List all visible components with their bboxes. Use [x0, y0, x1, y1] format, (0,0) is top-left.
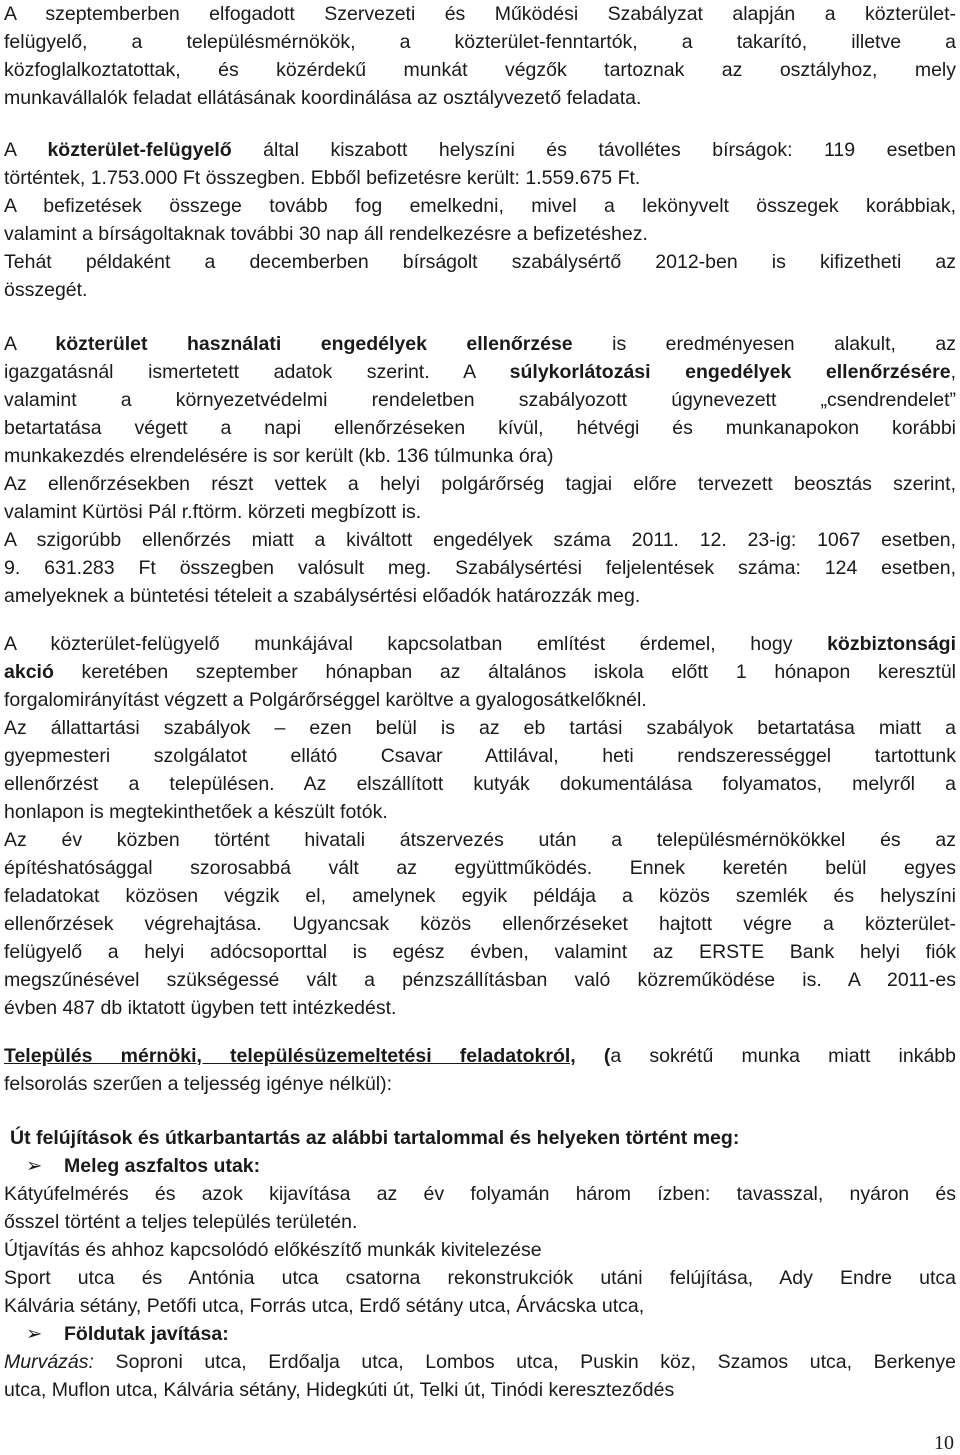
arrow-bullet-icon: ➢ [26, 1323, 43, 1345]
text-line: ősszel történt a teljes település területén. [4, 1211, 358, 1233]
section-title: Település mérnöki, településüzemeltetési feladatokról, [4, 1045, 576, 1067]
text-line: A közterület-felügyelő munkájával kapcsolatban említést érdemel, hogy közbiztonsági [4, 633, 956, 655]
text-line: utca, Muflon utca, Kálvária sétány, Hidegkúti út, Telki út, Tinódi kereszteződés [4, 1379, 675, 1401]
text-line: feladatokat közösen végzik el, amelynek egyik példája a közös szemlék és helyszíni [4, 885, 956, 907]
text-line: felsorolás szerűen a teljesség igénye nélkül): [4, 1073, 393, 1095]
text-line: A befizetések összege tovább fog emelkedni, mivel a lekönyvelt összegek korábbiak, [4, 195, 956, 217]
text-line: 9. 631.283 Ft összegben valósult meg. Szabálysértési feljelentések száma: 124 esetben, [4, 557, 956, 579]
bold-term: akció [4, 661, 54, 683]
text-line: Murvázás: Soproni utca, Erdőalja utca, Lombos utca, Puskin köz, Szamos utca, Berkenye [4, 1351, 956, 1373]
text-line: valamint a bírságoltaknak további 30 nap áll rendelkezésre a befizetéshez. [4, 223, 648, 245]
bold-term: közterület-felügyelő [47, 139, 232, 161]
text-line: megszűnésével szükségessé vált a pénzszállításban való közreműködése is. A 2011-es [4, 969, 956, 991]
text-line: felügyelő, a településmérnökök, a közterület-fenntartók, a takarító, illetve a [4, 31, 956, 53]
bullet-title: Meleg aszfaltos utak: [64, 1155, 261, 1177]
text-line: Kátyúfelmérés és azok kijavítása az év folyamán három ízben: tavasszal, nyáron és [4, 1183, 956, 1205]
text-line: akció keretében szeptember hónapban az általános iskola előtt 1 hónapon keresztül [4, 661, 956, 683]
subsection-heading: Út felújítások és útkarbantartás az alábbi tartalommal és helyeken történt meg: [10, 1127, 740, 1149]
text-line: Az állattartási szabályok – ezen belül is az eb tartási szabályok betartatása miatt a [4, 717, 956, 739]
text-line: Kálvária sétány, Petőfi utca, Forrás utca, Erdő sétány utca, Árvácska utca, [4, 1295, 645, 1317]
text-line: A közterület-felügyelő által kiszabott helyszíni és távollétes bírságok: 119 esetben [4, 139, 956, 161]
text-line: közfoglalkoztatottak, és közérdekű munkát végzők tartoznak az osztályhoz, mely [4, 59, 956, 81]
bullet-item [4, 1320, 956, 1348]
text-line: felügyelő a helyi adócsoporttal is egész évben, valamint az ERSTE Bank helyi fiók [4, 941, 956, 963]
text-line: gyepmesteri szolgálatot ellátó Csavar Attilával, heti rendszerességgel tartottunk [4, 745, 956, 767]
bold-term: közterület használati engedélyek ellenőrzése [55, 333, 573, 355]
text-line: A szigorúbb ellenőrzés miatt a kiváltott engedélyek száma 2011. 12. 23-ig: 1067 esetben, [4, 529, 956, 551]
bullet-item [4, 1152, 956, 1180]
text-line: A közterület használati engedélyek ellenőrzése is eredményesen alakult, az [4, 333, 956, 355]
text-line: valamint Kürtösi Pál r.ftörm. körzeti megbízott is. [4, 501, 422, 523]
text-line: Sport utca és Antónia utca csatorna rekonstrukciók utáni felújítása, Ady Endre utca [4, 1267, 956, 1289]
section-intro: Település mérnöki, településüzemeltetési feladatokról, (a sokrétű munka miatt inkább [4, 1045, 956, 1067]
text-line: Tehát példaként a decemberben bírságolt szabálysértő 2012-ben is kifizetheti az [4, 251, 956, 273]
text-line: Az év közben történt hivatali átszervezés után a településmérnökökkel és az [4, 829, 956, 851]
text-line: igazgatásnál ismertetett adatok szerint. A súlykorlátozási engedélyek ellenőrzésére, [4, 361, 956, 383]
text-line: építéshatósággal szorosabbá vált az együttműködés. Ennek keretén belül egyes [4, 857, 956, 879]
arrow-bullet-icon: ➢ [26, 1155, 43, 1177]
text-line: Az ellenőrzésekben részt vettek a helyi polgárőrség tagjai előre tervezett beosztás szerint, [4, 473, 956, 495]
text-line: amelyeknek a büntetési tételeit a szabálysértési előadók határozzák meg. [4, 585, 641, 607]
text-line: munkakezdés elrendelésére is sor került (kb. 136 túlmunka óra) [4, 445, 554, 467]
text-line: A szeptemberben elfogadott Szervezeti és Működési Szabályzat alapján a közterület- [4, 3, 956, 25]
bold-term: súlykorlátozási engedélyek ellenőrzésére [509, 361, 951, 383]
text-line: honlapon is megtekinthetőek a készült fotók. [4, 801, 388, 823]
text-line: forgalomirányítást végzett a Polgárőrséggel karöltve a gyalogosátkelőknél. [4, 689, 647, 711]
text-line: valamint a környezetvédelmi rendeletben szabályozott úgynevezett „csendrendelet” [4, 389, 956, 411]
text-line: történtek, 1.753.000 Ft összegben. Ebből befizetésre került: 1.559.675 Ft. [4, 167, 641, 189]
text-line: Útjavítás és ahhoz kapcsolódó előkészítő munkák kivitelezése [4, 1239, 542, 1261]
bullet-title: Földutak javítása: [64, 1323, 229, 1345]
text-line: ellenőrzést a településen. Az elszállított kutyák dokumentálása folyamatos, melyről a [4, 773, 956, 795]
text-line: évben 487 db iktatott ügyben tett intézkedést. [4, 997, 397, 1019]
page-number: 10 [934, 1432, 954, 1454]
text-line: ellenőrzések végrehajtása. Ugyancsak közös ellenőrzéseket hajtott végre a közterület- [4, 913, 956, 935]
text-line: betartatása végett a napi ellenőrzéseken kívül, hétvégi és munkanapokon korábbi [4, 417, 956, 439]
bold-term: közbiztonsági [827, 633, 956, 655]
text-line: összegét. [4, 279, 88, 301]
italic-term: Murvázás: [4, 1351, 94, 1373]
text-line: munkavállalók feladat ellátásának koordinálása az osztályvezető feladata. [4, 87, 642, 109]
